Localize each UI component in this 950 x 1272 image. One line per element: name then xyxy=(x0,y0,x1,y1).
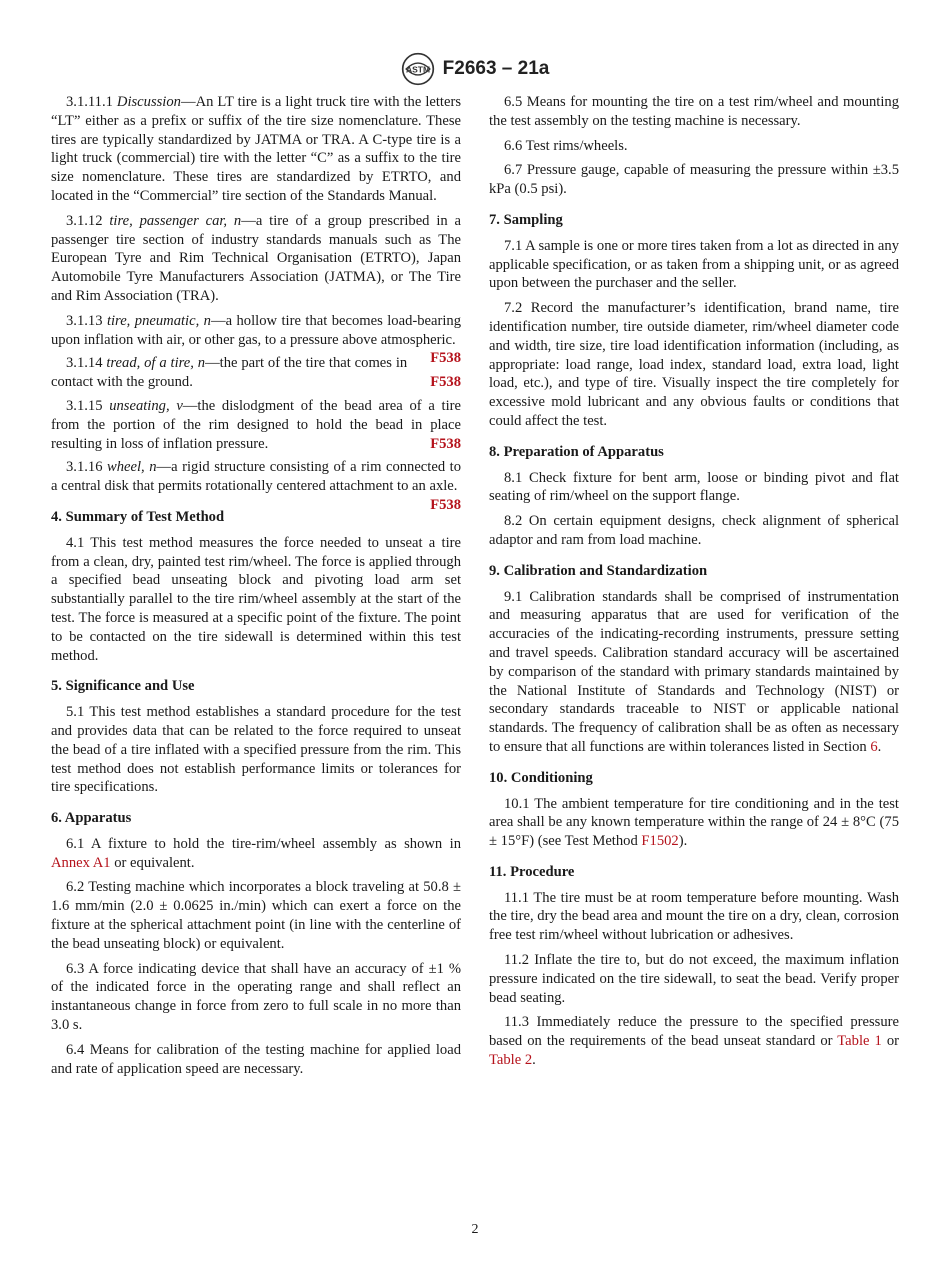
para-text: . xyxy=(877,738,882,755)
page-header xyxy=(0,52,950,86)
page-number: 2 xyxy=(471,1222,479,1237)
para-7-1: 7.1 A sample is one or more tires taken from a lot as directed in any applicable specification, or as taken from a shipping unit, or as agreed upon between the purchaser and the seller. xyxy=(489,237,899,292)
para-number: 3.1.15 xyxy=(66,397,103,414)
para-6-7: 6.7 Pressure gauge, capable of measuring the pressure within ±3.5 kPa (0.5 psi). xyxy=(489,162,899,198)
para-3-1-14 xyxy=(51,354,461,392)
section-heading-9: 9. Calibration and Standardization xyxy=(489,562,708,579)
para-number: 3.1.11.1 xyxy=(66,94,113,110)
para-8-1: 8.1 Check fixture for bent arm, loose or binding pivot and flat seating of rim/wheel on the support flange. xyxy=(489,469,899,505)
para-9-1 xyxy=(489,588,899,757)
term: Discussion xyxy=(116,94,181,110)
ref-link-f538[interactable]: F538 xyxy=(430,350,461,367)
table-1-link[interactable]: Table 1 xyxy=(837,1033,882,1050)
term: wheel, n xyxy=(107,459,157,476)
para-5-1: 5.1 This test method establishes a standard procedure for the test and provides data that can be related to the force required to unseat the bead of a tire inflated with a specified pressure from the rim. This test method does not establish performance limits or tolerances for tire specifications. xyxy=(51,704,461,796)
para-3-1-11-1 xyxy=(51,93,461,206)
section-heading-4: 4. Summary of Test Method xyxy=(51,508,225,525)
para-6-1 xyxy=(51,835,461,873)
para-6-4: 6.4 Means for calibration of the testing machine for applied load and rate of application speed are necessary. xyxy=(51,1041,461,1077)
term: tire, pneumatic, n xyxy=(106,312,211,329)
section-heading-8: 8. Preparation of Apparatus xyxy=(489,443,664,460)
para-6-2: 6.2 Testing machine which incorporates a block traveling at 50.8 ± 1.6 mm/min (2.0 ± 0.0625 in./min) which can exert a force on the fixture at the spherical attachment point (in line with the centerline of the bead unseating block) or equivalent. xyxy=(51,879,461,952)
section-heading-11: 11. Procedure xyxy=(489,863,575,880)
para-number: 3.1.13 xyxy=(66,312,103,329)
para-3-1-12 xyxy=(51,212,461,306)
para-text: —the dislodgment of the bead area of a tire from the portion of the rim designed to hold the bead in place resulting in loss of inflation pressure. xyxy=(51,397,461,452)
para-text: —a hollow tire that becomes load-bearing upon inflation with air, or other gas, to a pressure above atmospheric. xyxy=(51,312,462,348)
term: unseating, v xyxy=(109,397,183,414)
right-column xyxy=(489,93,899,1076)
para-3-1-15 xyxy=(51,397,461,453)
para-text: —a rigid structure consisting of a rim connected to a central disk that permits rotationally centered attachment to an axle. xyxy=(51,459,461,495)
left-column xyxy=(51,93,461,1084)
para-7-2: 7.2 Record the manufacturer’s identification, brand name, tire identification number, tire outside diameter, rim/wheel diameter code and width, tire size, tire load identification information (including, as appropriate: load range, load index, standard load, extra load, light load, etc.), and type of tire. Visually inspect the tire completely for excessive mold lubricant and any obvious faults or conditions that could affect the test. xyxy=(489,300,899,429)
ref-link-f538[interactable]: F538 xyxy=(430,496,461,513)
para-number: 3.1.14 xyxy=(66,355,103,372)
section-heading-7: 7. Sampling xyxy=(489,211,563,228)
para-11-1: 11.1 The tire must be at room temperature before mounting. Wash the tire, dry the bead area and mount the tire on a dry, clean, corrosion free test rim/wheel without lubrication or adhesives. xyxy=(489,889,899,944)
para-text: 11.3 Immediately reduce the pressure to the specified pressure based on the requirements of the bead unseat standard or xyxy=(489,1014,899,1050)
para-11-2: 11.2 Inflate the tire to, but do not exceed, the maximum inflation pressure indicated on the tire sidewall, to seat the bead. Verify proper bead seating. xyxy=(489,952,899,1006)
para-6-3: 6.3 A force indicating device that shall have an accuracy of ±1 % of the indicated force in the operating range and shall reflect an instantaneous change in force from zero to full scale in no more than 3.0 s. xyxy=(51,960,461,1034)
para-text: 10.1 The ambient temperature for tire conditioning and in the test area shall be any known temperature within the range of 24 ± 8°C (75 ± 15°F) (see Test Method xyxy=(489,795,899,850)
para-text: or xyxy=(881,1033,899,1050)
para-10-1 xyxy=(489,795,899,851)
para-text: or equivalent. xyxy=(110,854,195,871)
ref-link-f538[interactable]: F538 xyxy=(430,435,461,452)
para-8-2: 8.2 On certain equipment designs, check alignment of spherical adaptor and ram from load machine. xyxy=(489,513,899,548)
section-heading-10: 10. Conditioning xyxy=(489,769,593,786)
para-text: 9.1 Calibration standards shall be comprised of instrumentation and measuring apparatus that are used for verification of the accuracies of the indicating-recording instruments, pressure setting and travel speeds. Calibration standard accuracy will be ascertained by comparison of the standard with primary standards maintained by the National Institute of Standards and Technology (NIST) or secondary standards traceable to NIST or applicable national standards. The frequency of calibration shall be as often as necessary to ensure that all functions are within tolerances listed in Section xyxy=(489,588,899,755)
document-id: F2663 – 21a xyxy=(442,58,550,79)
para-number: 3.1.16 xyxy=(66,459,103,476)
table-2-link[interactable]: Table 2 xyxy=(489,1052,533,1069)
section-6-link[interactable]: 6 xyxy=(870,738,878,755)
para-text: —a tire of a group prescribed in a passenger tire section of industry standards manuals such as The European Tyre and Rim Technical Organisation (ETRTO), Japan Automobile Tyre Manufacturers Association (JATMA), or The Tire and Rim Association (TRA). xyxy=(51,212,461,304)
logo-text: ASTM xyxy=(405,64,430,75)
para-3-1-16 xyxy=(51,458,461,513)
para-text: 6.1 A fixture to hold the tire-rim/wheel assembly as shown in xyxy=(66,835,461,852)
term: tire, passenger car, n xyxy=(109,212,242,229)
para-number: 3.1.12 xyxy=(66,212,103,229)
astm-logo-icon xyxy=(401,52,435,86)
para-text: —An LT tire is a light truck tire with the letters “LT” either as a prefix or suffix of the tire size nomenclature. These tires are typically standardized by JATMA or TRA. A C-type tire is a light truck (commercial) tire with the letter “C” as a suffix to the tire size nomenclature. These tires are standardized by ETRTO, and located in the “Commercial” tire section of the Standards Manual. xyxy=(51,94,461,204)
para-text: ). xyxy=(678,833,688,850)
section-heading-6: 6. Apparatus xyxy=(51,810,132,827)
para-6-6: 6.6 Test rims/wheels. xyxy=(504,137,628,154)
term: tread, of a tire, n xyxy=(106,355,206,372)
para-11-3 xyxy=(489,1013,899,1069)
annex-a1-link[interactable]: Annex A1 xyxy=(51,854,111,871)
f1502-link[interactable]: F1502 xyxy=(641,833,679,850)
para-text: . xyxy=(532,1052,536,1069)
section-heading-5: 5. Significance and Use xyxy=(51,678,195,695)
ref-link-f538[interactable]: F538 xyxy=(430,374,461,391)
para-4-1: 4.1 This test method measures the force needed to unseat a tire from a clean, dry, painted test rim/wheel. The force is applied through a specified bead unseating block and pivoting load arm set substantially parallel to the tire rim/wheel assembly at the start of the test. The force is measured at a specific point of the fixture. The point to be contacted on the tire sidewall is determined within this test method. xyxy=(51,534,461,664)
para-6-5: 6.5 Means for mounting the tire on a test rim/wheel and mounting the test assembly on the testing machine is necessary. xyxy=(489,94,899,129)
para-text: —the part of the tire that comes in contact with the ground. xyxy=(51,355,408,391)
